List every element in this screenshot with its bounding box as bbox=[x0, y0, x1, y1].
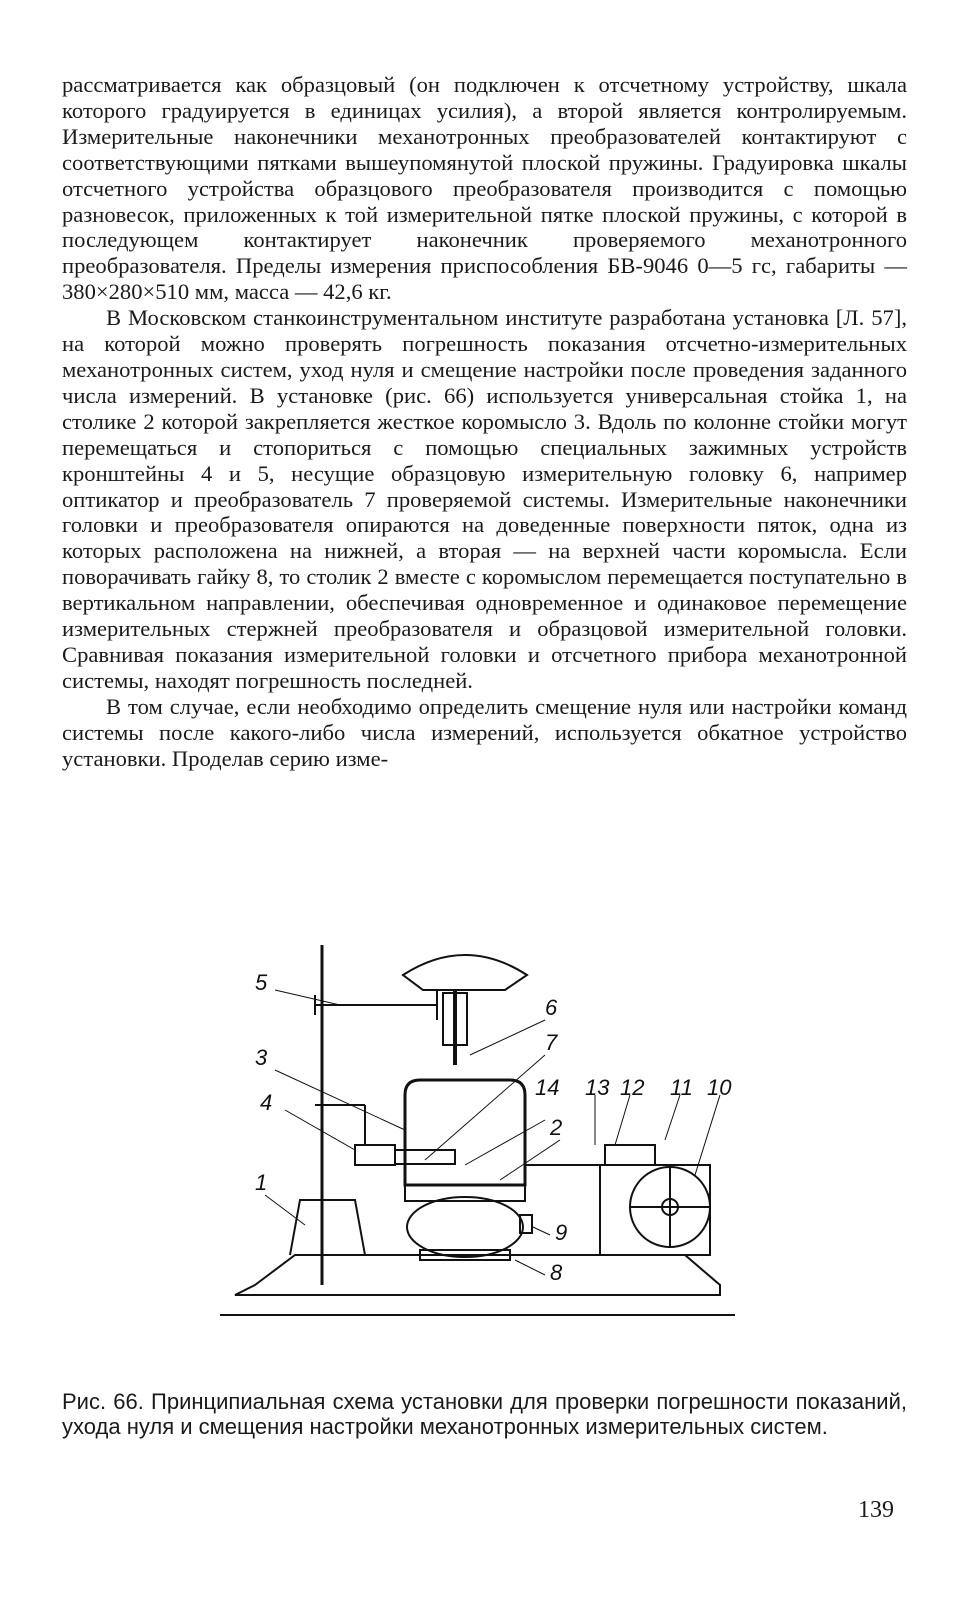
figure-caption bbox=[62, 1390, 907, 1439]
figure-66 bbox=[215, 945, 755, 1585]
label-5: 5 bbox=[255, 970, 268, 995]
paragraph-1: рассматривается как образцовый (он подключен к отсчетному устройству, шкала которого градуируется в единицах усилия), а второй является контролируемым. Измерительные наконечники механотронных преобразователей контактируют с соответствующими пятками вышеупомянутой плоской пружины. Градуировка шкалы отсчетного устройства образцового преобразователя производится с помощью разновесок, приложенных к той измерительной пятке плоской пружины, с которой в последующем контактирует наконечник проверяемого механотронного преобразователя. Пределы измерения приспособления БВ-9046 0—5 гс, габариты — 380×280×510 мм, масса — 42,6 кг. bbox=[62, 72, 907, 305]
paragraph-3: В том случае, если необходимо определить смещение нуля или настройки команд системы после какого-либо числа измерений, используется обкатное устройство установки. Проделав серию изме- bbox=[62, 693, 907, 771]
label-8: 8 bbox=[550, 1260, 563, 1285]
stand-foot bbox=[290, 1200, 365, 1255]
label-12: 12 bbox=[620, 1075, 645, 1100]
label-9: 9 bbox=[555, 1220, 568, 1245]
paragraph-2: В Московском станкоинструментальном институте разработана установка [Л. 57], на которой можно проверять погрешность показания отсчетно-измерительных механотронных систем, уход нуля и смещение настройки после проведения заданного числа измерений. В установке (рис. 66) используется универсальная стойка 1, на столике 2 которой закрепляется жесткое коромысло 3. Вдоль по колонне стойки могут перемещаться и стопориться с помощью специальных зажимных устройств кронштейны 4 и 5, несущие образцовую измерительную головку 6, например оптикатор и преобразователь 7 проверяемой системы. Измерительные наконечники головки и преобразователя опираются на доведенные поверхности пяток, одна из которых расположена на нижней, а вторая — на верхней части коромысла. Если поворачивать гайку 8, то столик 2 вместе с коромыслом перемещается поступательно в вертикальном направлении, обеспечивая одновременное и одинаковое перемещение измерительных стержней преобразователя и образцовой измерительной головки. Сравнивая показания измерительной головки и отсчетного прибора механотронной системы, находят погрешность последней. bbox=[62, 305, 907, 693]
apparatus-diagram bbox=[215, 945, 755, 1385]
label-10: 10 bbox=[707, 1075, 732, 1100]
label-4: 4 bbox=[260, 1090, 273, 1115]
label-13: 13 bbox=[585, 1075, 610, 1100]
label-14: 14 bbox=[535, 1075, 560, 1100]
label-3: 3 bbox=[255, 1045, 268, 1070]
indicator-dial bbox=[403, 955, 527, 990]
label-7: 7 bbox=[545, 1030, 558, 1055]
label-11: 11 bbox=[670, 1075, 693, 1100]
caption-text: Рис. 66. Принципиальная схема установки для проверки погрешности показаний, ухода нуля и смещения настройки механотронных измерительных систем. bbox=[62, 1389, 907, 1439]
rocker-frame bbox=[405, 1080, 525, 1185]
label-1: 1 bbox=[255, 1170, 268, 1195]
page-number: 139 bbox=[858, 1497, 894, 1523]
label-6: 6 bbox=[545, 995, 558, 1020]
body-text bbox=[62, 72, 907, 771]
label-2: 2 bbox=[550, 1115, 563, 1140]
